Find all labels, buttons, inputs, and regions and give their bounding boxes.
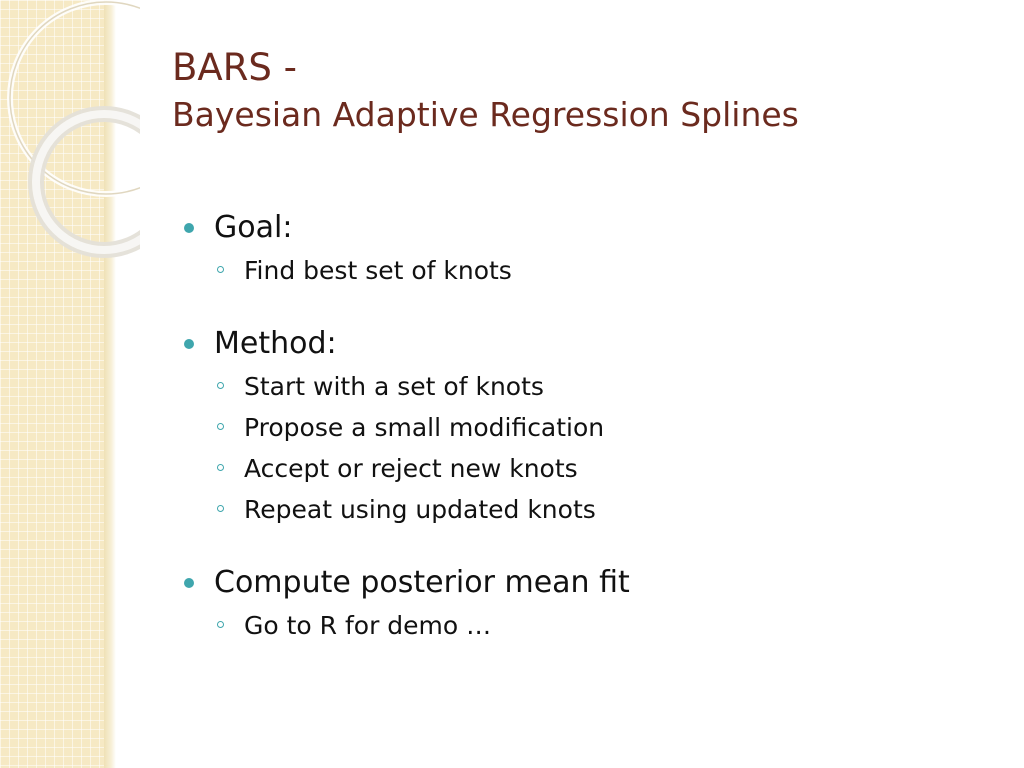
decorative-rings — [0, 0, 140, 260]
ring-bullet-icon — [217, 505, 224, 512]
sub-item-label: Accept or reject new knots — [244, 454, 578, 483]
sub-item-label: Propose a small modification — [244, 413, 605, 442]
ring-bullet-icon — [217, 382, 224, 389]
sub-item-label: Go to R for demo … — [244, 611, 492, 640]
bullet-list — [184, 206, 984, 677]
slide-title — [172, 44, 799, 138]
ring-bullet-icon — [217, 266, 224, 273]
sub-item — [184, 366, 984, 407]
title-line-2: Bayesian Adaptive Regression Splines — [172, 95, 799, 134]
sub-item — [184, 448, 984, 489]
sub-item — [184, 407, 984, 448]
sub-list — [184, 366, 984, 530]
sub-item — [184, 489, 984, 530]
sub-item — [184, 605, 984, 646]
bullet-item — [184, 561, 984, 605]
bullet-group-posterior — [184, 561, 984, 646]
bullet-label: Goal: — [214, 210, 293, 245]
ring-bullet-icon — [217, 423, 224, 430]
sub-item-label: Repeat using updated knots — [244, 495, 596, 524]
sub-item — [184, 250, 984, 291]
bullet-dot-icon — [184, 578, 194, 588]
bullet-label: Method: — [214, 326, 337, 361]
bullet-label: Compute posterior mean fit — [214, 565, 630, 600]
sub-list — [184, 250, 984, 291]
sub-item-label: Start with a set of knots — [244, 372, 544, 401]
bullet-item — [184, 206, 984, 250]
bullet-item — [184, 322, 984, 366]
bullet-group-method — [184, 322, 984, 530]
title-line-1: BARS - — [172, 46, 298, 89]
bullet-dot-icon — [184, 339, 194, 349]
sub-list — [184, 605, 984, 646]
sub-item-label: Find best set of knots — [244, 256, 512, 285]
ring-bullet-icon — [217, 464, 224, 471]
bullet-group-goal — [184, 206, 984, 291]
bullet-dot-icon — [184, 223, 194, 233]
ring-bullet-icon — [217, 621, 224, 628]
